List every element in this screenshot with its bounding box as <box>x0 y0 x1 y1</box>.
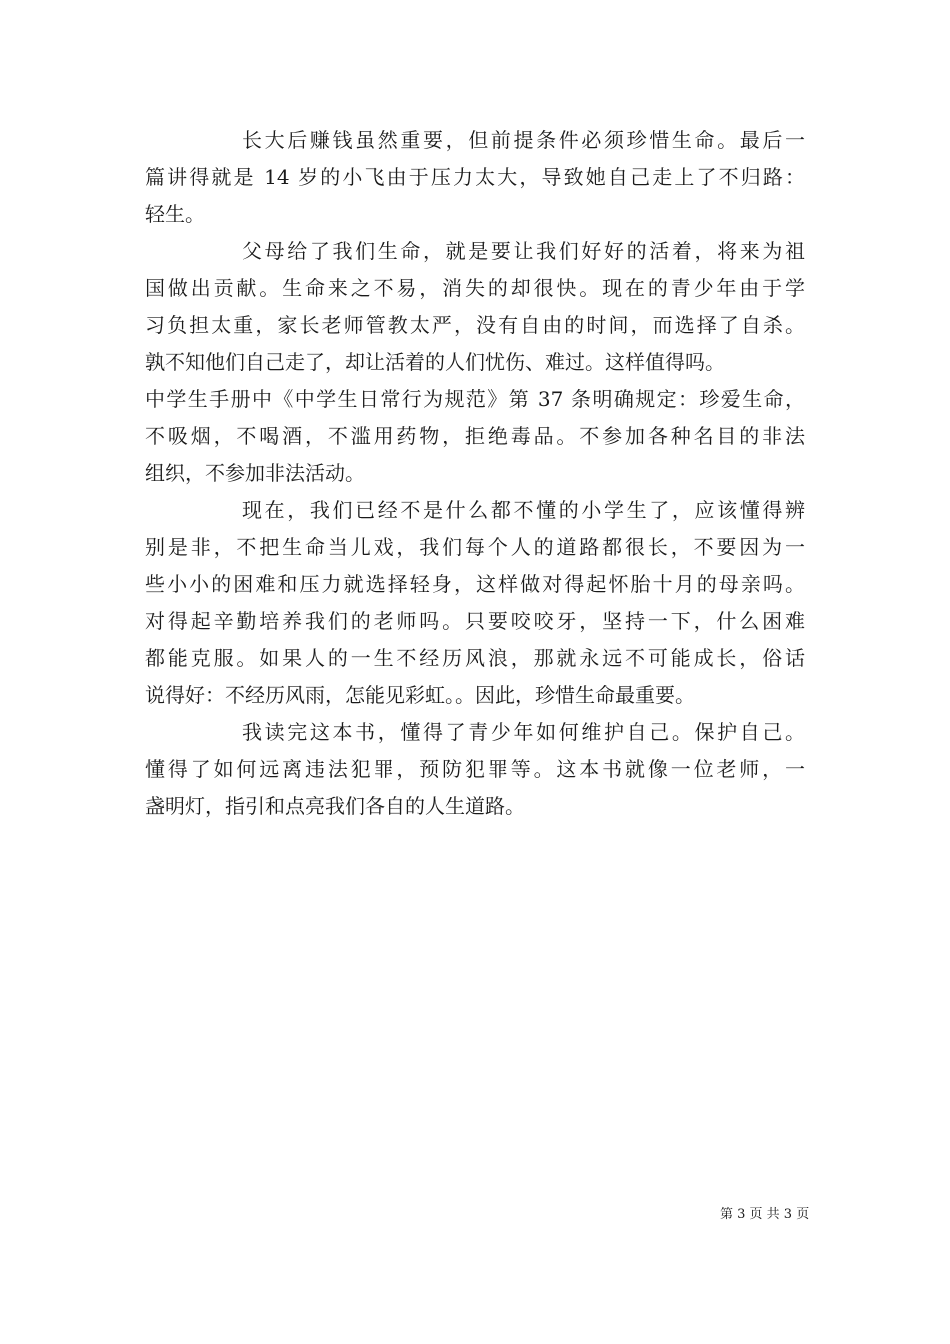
text-line: 懂得了如何远离违法犯罪，预防犯罪等。这本书就像一位老师，一 <box>145 757 805 781</box>
text-line: 轻生。 <box>145 202 205 226</box>
text-line: 国做出贡献。生命来之不易，消失的却很快。现在的青少年由于学 <box>145 276 805 300</box>
text-line: 说得好：不经历风雨，怎能见彩虹。。因此，珍惜生命最重要。 <box>145 683 695 707</box>
text-line: 都能克服。如果人的一生不经历风浪，那就永远不可能成长，俗话 <box>145 646 805 670</box>
text-line: 习负担太重，家长老师管教太严，没有自由的时间，而选择了自杀。 <box>145 313 805 337</box>
body-text <box>145 122 805 825</box>
text-line: 不吸烟，不喝酒，不滥用药物，拒绝毒品。不参加各种名目的非法 <box>145 424 805 448</box>
text-line: 盏明灯，指引和点亮我们各自的人生道路。 <box>145 794 525 818</box>
text-line: 我读完这本书，懂得了青少年如何维护自己。保护自己。 <box>242 720 805 744</box>
page-number-footer: 第 3 页 共 3 页 <box>720 1207 810 1222</box>
text-line: 组织，不参加非法活动。 <box>145 461 365 485</box>
text-line: 些小小的困难和压力就选择轻身，这样做对得起怀胎十月的母亲吗。 <box>145 572 805 596</box>
text-line: 对得起辛勤培养我们的老师吗。只要咬咬牙，坚持一下，什么困难 <box>145 609 805 633</box>
text-line: 长大后赚钱虽然重要，但前提条件必须珍惜生命。最后一 <box>242 128 805 152</box>
text-line: 孰不知他们自己走了，却让活着的人们忧伤、难过。这样值得吗。 <box>145 350 725 374</box>
text-line: 篇讲得就是 14 岁的小飞由于压力太大，导致她自己走上了不归路： <box>145 165 805 189</box>
text-line: 现在，我们已经不是什么都不懂的小学生了，应该懂得辨 <box>242 498 805 522</box>
text-line: 中学生手册中《中学生日常行为规范》第 37 条明确规定：珍爱生命， <box>145 387 805 411</box>
text-line: 别是非，不把生命当儿戏，我们每个人的道路都很长，不要因为一 <box>145 535 805 559</box>
text-line: 父母给了我们生命，就是要让我们好好的活着，将来为祖 <box>242 239 805 263</box>
